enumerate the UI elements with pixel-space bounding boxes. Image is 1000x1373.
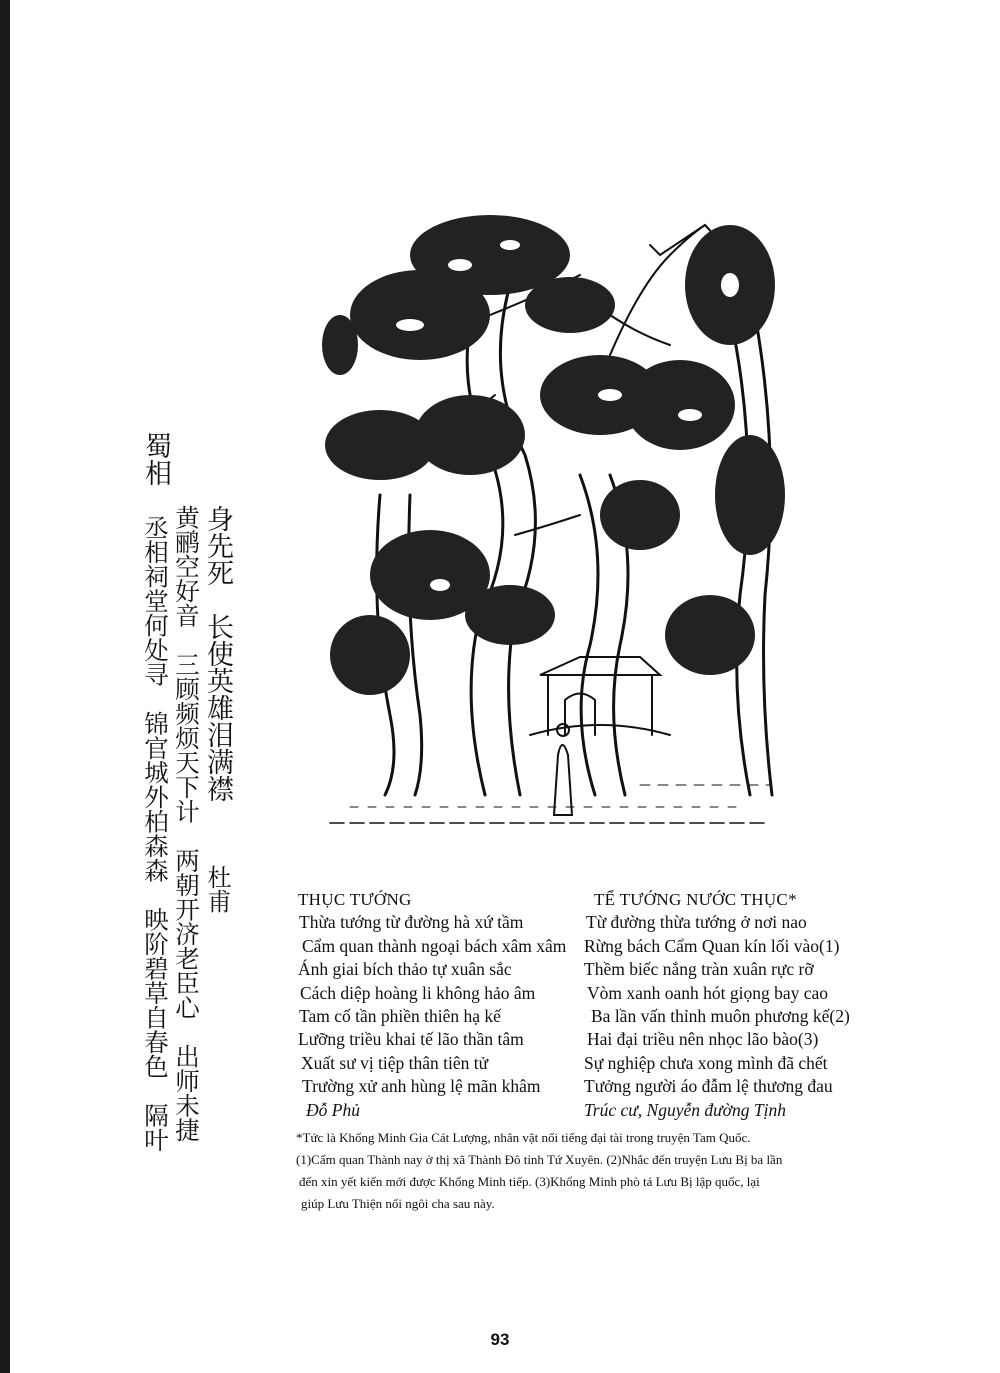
poem-line: Rừng bách Cẩm Quan kín lối vào(1) [584,935,840,956]
footnote-line: *Tức là Khổng Minh Gia Cát Lượng, nhân vật nổi tiếng đại tài trong truyện Tam Quốc. [296,1130,751,1145]
poem-author: Đỗ Phủ [306,1099,360,1120]
poem-line: Hai đại triều nên nhọc lão bào(3) [587,1029,819,1050]
poem-line: Thềm biếc nắng tràn xuân rực rỡ [584,959,814,980]
poem-line: Thừa tướng từ đường hà xứ tầm [299,912,524,933]
footnote-line: đến xin yết kiến mới được Khổng Minh tiếp. (3)Khổng Minh phò tá Lưu Bị lập quốc, lại [299,1174,760,1189]
chinese-poem-column-1: 身先死 长使英雄泪满襟 [202,505,233,802]
poem-line: Ba lần vấn thỉnh muôn phương kế(2) [591,1006,850,1027]
poem-line: Lưỡng triều khai tế lão thần tâm [298,1029,524,1050]
chinese-poem-column-2: 黄鹂空好音 三顾频烦天下计 两朝开济老臣心 出师未捷 [172,505,201,1142]
poem-title: THỤC TƯỚNG [298,890,412,909]
chinese-poem-title: 蜀相 [140,432,171,486]
poem-line: Vòm xanh oanh hót giọng bay cao [587,982,829,1003]
poem-line: Ánh giai bích thảo tự xuân sắc [298,959,512,980]
scan-edge [0,0,10,1373]
chinese-poem-column-3: 丞相祠堂何处寻 锦官城外柏森森 映阶碧草自春色 隔叶 [141,515,170,1152]
poem-line: Tưởng người áo đẫm lệ thương đau [584,1076,833,1097]
poem-line: Trường xử anh hùng lệ mãn khâm [302,1076,541,1097]
poem-line: Xuất sư vị tiệp thân tiên tử [301,1052,489,1073]
poem-sino-vietnamese [298,888,566,1122]
footnote-line: (1)Cẩm quan Thành nay ở thị xã Thành Đô tỉnh Tứ Xuyên. (2)Nhắc đến truyện Lưu Bị ba lần [296,1152,783,1167]
poem-line: Từ đường thừa tướng ở nơi nao [586,912,807,933]
pine-forest-temple-illustration [310,195,785,835]
poem-line: Sự nghiệp chưa xong mình đã chết [584,1052,828,1073]
chinese-poem-author: 杜甫 [203,865,231,913]
page-number: 93 [490,1330,510,1349]
poem-title: TỂ TƯỚNG NƯỚC THỤC* [594,890,797,909]
footnote-line: giúp Lưu Thiện nối ngôi cha sau này. [301,1196,495,1211]
poem-line: Tam cố tần phiền thiên hạ kế [299,1006,501,1027]
poem-author: Trúc cư, Nguyễn đường Tịnh [584,1099,786,1120]
poem-line: Cẩm quan thành ngoại bách xâm xâm [302,935,567,956]
footnotes [296,1127,856,1215]
poem-vietnamese-translation [584,888,850,1122]
poem-line: Cách diệp hoàng li không hảo âm [300,982,536,1003]
